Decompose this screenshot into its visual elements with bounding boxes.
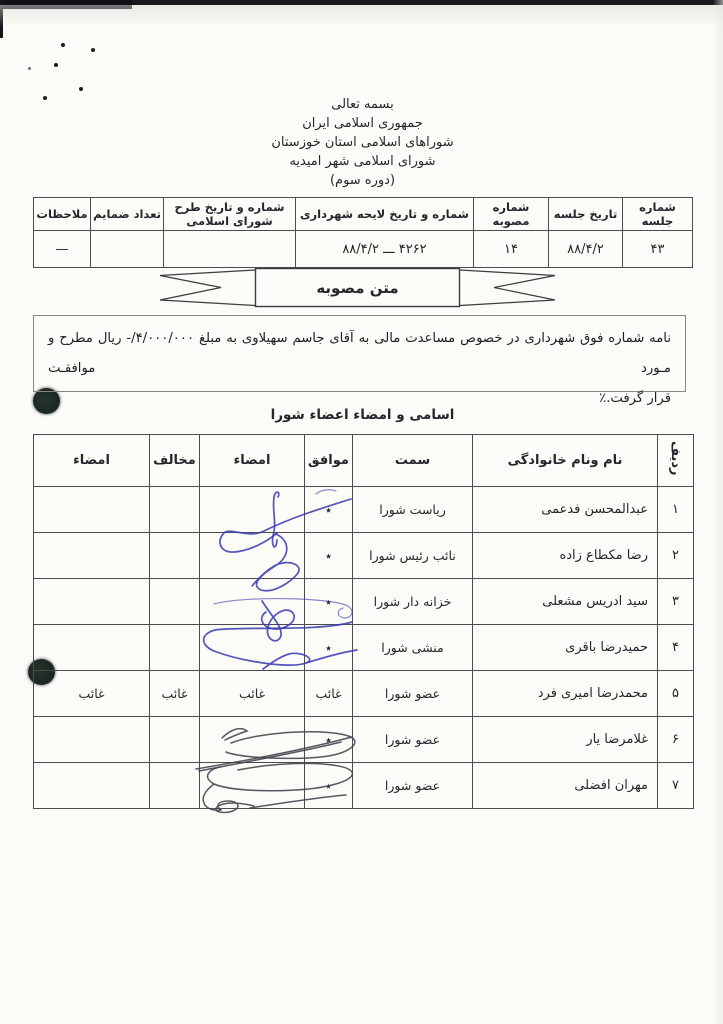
- member-row: [34, 671, 694, 717]
- member-name: غلامرضا یار: [473, 717, 658, 763]
- oppose-cell: [150, 717, 200, 763]
- agree-mark: ٭: [305, 533, 353, 579]
- meta-value-session-no: ۴۳: [623, 231, 693, 268]
- agree-mark: ٭: [305, 717, 353, 763]
- meta-header-remarks: ملاحظات: [34, 198, 91, 231]
- signature-cell: [200, 763, 305, 809]
- meta-value-remarks: —: [34, 231, 91, 268]
- member-row-number: ۱: [658, 487, 694, 533]
- signature-cell: [200, 625, 305, 671]
- meta-value-municipality-bill: ۴۲۶۲ ـــ ۸۸/۴/۲: [296, 231, 474, 268]
- agree-mark: غائب: [305, 671, 353, 717]
- agree-mark: ٭: [305, 625, 353, 671]
- members-header-agree: موافق: [305, 435, 353, 487]
- member-row-number: ۵: [658, 671, 694, 717]
- oppose-cell: [150, 579, 200, 625]
- members-header-signature: امضاء: [200, 435, 305, 487]
- members-header-signature2: امضاء: [34, 435, 150, 487]
- meta-value-row: [34, 231, 693, 268]
- member-position: منشی شورا: [353, 625, 473, 671]
- meta-header-municipality-bill: شماره و تاریخ لایحه شهرداری: [296, 198, 474, 231]
- member-name: سید ادریس مشعلی: [473, 579, 658, 625]
- signature2-cell: [34, 763, 150, 809]
- member-name: عبدالمحسن فدعمی: [473, 487, 658, 533]
- staple-speck: [91, 48, 95, 52]
- members-header-row-number: [658, 435, 694, 487]
- member-row: [34, 625, 694, 671]
- meta-header-attachments: تعداد ضمایم: [91, 198, 164, 231]
- meta-header-council-plan: شماره و تاریخ طرح شورای اسلامی: [164, 198, 296, 231]
- oppose-cell: [150, 487, 200, 533]
- member-row: [34, 487, 694, 533]
- meta-value-council-plan: [164, 231, 296, 268]
- members-signatures-table: [33, 434, 694, 809]
- meta-header-row: [34, 198, 693, 231]
- meta-value-attachments: [91, 231, 164, 268]
- letterhead: [160, 95, 565, 190]
- meta-value-session-date: ۸۸/۴/۲: [549, 231, 623, 268]
- oppose-cell: [150, 625, 200, 671]
- member-row-number: ۷: [658, 763, 694, 809]
- member-row: [34, 579, 694, 625]
- members-header-position: سمت: [353, 435, 473, 487]
- meta-header-session-no: شماره جلسه: [623, 198, 693, 231]
- member-row: [34, 763, 694, 809]
- members-header-name: نام ونام خانوادگی: [473, 435, 658, 487]
- member-name: مهران افضلی: [473, 763, 658, 809]
- letterhead-basmala: بسمه تعالی: [331, 97, 394, 112]
- staple-speck: [43, 96, 47, 100]
- meta-header-resolution-no: شماره مصوبه: [474, 198, 549, 231]
- resolution-meta-table: [33, 197, 693, 268]
- members-section-title: اسامی و امضاء اعضاء شورا: [270, 407, 455, 423]
- letterhead-term: (دوره سوم): [329, 173, 396, 188]
- signature-cell: [200, 487, 305, 533]
- oppose-cell: غائب: [150, 671, 200, 717]
- members-header-oppose: مخالف: [150, 435, 200, 487]
- signature-cell: [200, 717, 305, 763]
- signature-cell: [200, 579, 305, 625]
- staple-speck: [28, 67, 31, 70]
- member-row-number: ۳: [658, 579, 694, 625]
- staple-speck: [54, 63, 58, 67]
- member-position: عضو شورا: [353, 763, 473, 809]
- meta-header-session-date: تاریخ جلسه: [549, 198, 623, 231]
- member-row: [34, 717, 694, 763]
- signature2-cell: [34, 717, 150, 763]
- agree-mark: ٭: [305, 763, 353, 809]
- scan-shading-right: [713, 0, 723, 1024]
- resolution-text-line1: نامه شماره فوق شهرداری در خصوص مساعدت مالی به آقای جاسم سهیلاوی به مبلغ ۴/۰۰۰/۰۰۰/- ریال مطرح و مـورد موافقـت: [48, 331, 671, 376]
- staple-speck: [79, 87, 83, 91]
- letterhead-province-councils: شوراهای اسلامی استان خوزستان: [271, 135, 454, 150]
- signature2-cell: [34, 579, 150, 625]
- member-position: خزانه دار شورا: [353, 579, 473, 625]
- member-position: نائب رئیس شورا: [353, 533, 473, 579]
- staple-speck: [61, 43, 65, 47]
- member-position: ریاست شورا: [353, 487, 473, 533]
- member-row: [34, 533, 694, 579]
- oppose-cell: [150, 763, 200, 809]
- signature-cell: غائب: [200, 671, 305, 717]
- signature-cell: [200, 533, 305, 579]
- signature2-cell: [34, 533, 150, 579]
- signature2-cell: [34, 625, 150, 671]
- scan-shading: [0, 5, 723, 27]
- members-header-row: [34, 435, 694, 487]
- resolution-body-box: [33, 315, 686, 406]
- agree-mark: ٭: [305, 487, 353, 533]
- member-row-number: ۴: [658, 625, 694, 671]
- member-row-number: ۶: [658, 717, 694, 763]
- oppose-cell: [150, 533, 200, 579]
- member-name: حمیدرضا باقری: [473, 625, 658, 671]
- member-name: محمدرضا امیری فرد: [473, 671, 658, 717]
- member-position: عضو شورا: [353, 671, 473, 717]
- banner-title: متن مصوبه: [316, 278, 399, 297]
- resolution-text-banner: [150, 267, 565, 308]
- letterhead-city-council: شورای اسلامی شهر امیدیه: [289, 154, 436, 169]
- member-name: رضا مکطاع زاده: [473, 533, 658, 579]
- meta-value-resolution-no: ۱۴: [474, 231, 549, 268]
- letterhead-country: جمهوری اسلامی ایران: [302, 116, 423, 131]
- agree-mark: ٭: [305, 579, 353, 625]
- resolution-text-line2: قرار گرفت.٪: [599, 391, 671, 406]
- signature2-cell: [34, 487, 150, 533]
- member-row-number: ۲: [658, 533, 694, 579]
- row-number-label: ردیف: [668, 441, 683, 476]
- member-position: عضو شورا: [353, 717, 473, 763]
- signature2-cell: غائب: [34, 671, 150, 717]
